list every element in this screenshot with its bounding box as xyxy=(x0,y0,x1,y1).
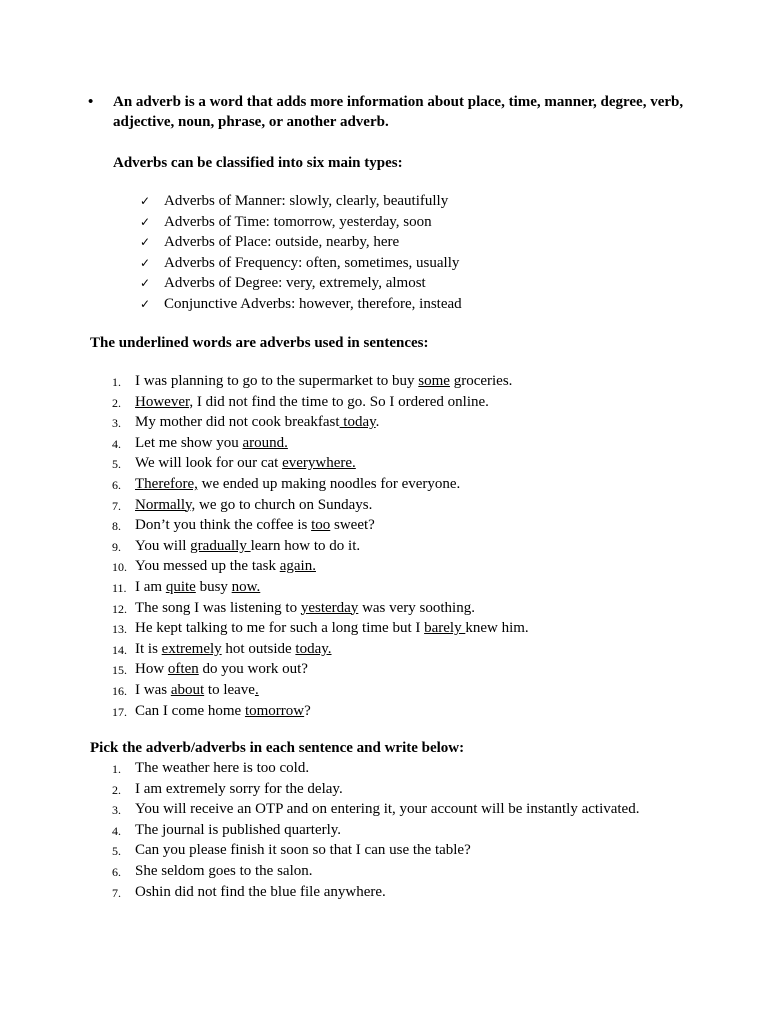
underlined-adverb: However, xyxy=(135,393,194,410)
sentence-text: Oshin did not find the blue file anywhere. xyxy=(135,883,386,900)
underlined-adverb: too xyxy=(311,517,331,534)
list-item xyxy=(140,294,462,315)
bullet-icon: • xyxy=(88,94,94,110)
sentence-text: Can I come home xyxy=(135,702,245,719)
sentence-text: The journal is published quarterly. xyxy=(135,821,342,838)
item-number: 5. xyxy=(112,844,121,859)
example-sentence xyxy=(90,412,529,433)
sentence-text: The weather here is too cold. xyxy=(135,760,310,776)
checkmark-icon: ✓ xyxy=(140,235,151,250)
sentence-text: Can you please finish it soon so that I can use the table? xyxy=(135,842,471,859)
examples-list xyxy=(90,371,529,721)
sentence-text: Let me show you xyxy=(135,434,243,451)
item-number: 1. xyxy=(112,762,121,776)
item-number: 10. xyxy=(112,560,127,575)
item-number: 15. xyxy=(112,663,127,678)
sentence-text: My mother did not cook breakfast xyxy=(135,414,340,431)
checkmark-icon: ✓ xyxy=(140,296,151,311)
item-number: 6. xyxy=(112,864,121,879)
item-number: 13. xyxy=(112,622,127,637)
example-sentence xyxy=(90,371,529,392)
item-number: 3. xyxy=(112,416,121,431)
exercise-sentence xyxy=(90,799,639,820)
checkmark-icon: ✓ xyxy=(140,255,151,270)
underlined-adverb: now. xyxy=(231,578,261,595)
underlined-adverb: some xyxy=(418,373,450,389)
sentence-text: You will receive an OTP and on entering it, your account will be instantly activated. xyxy=(135,801,640,818)
type-text: Adverbs of Frequency: often, sometimes, usually xyxy=(164,254,460,271)
type-text: Adverbs of Degree: very, extremely, almost xyxy=(164,275,426,292)
sentence-text: . xyxy=(375,414,380,431)
sentence-text: I was planning to go to the supermarket to buy xyxy=(135,373,419,389)
list-item xyxy=(140,253,462,274)
checkmark-icon: ✓ xyxy=(140,276,151,291)
exercise-sentence xyxy=(90,882,639,903)
underlined-adverb: around. xyxy=(242,434,288,451)
sentence-text: we ended up making noodles for everyone. xyxy=(197,475,461,492)
sentence-text: How xyxy=(135,661,168,678)
example-sentence xyxy=(90,392,529,413)
example-sentence xyxy=(90,536,529,557)
item-number: 4. xyxy=(112,436,121,451)
underlined-adverb: about xyxy=(170,681,205,698)
sentence-text: You will xyxy=(135,537,191,554)
item-number: 16. xyxy=(112,683,127,698)
item-number: 17. xyxy=(112,704,127,719)
sentence-text: do you work out? xyxy=(198,661,308,678)
list-item xyxy=(140,273,462,294)
example-sentence xyxy=(90,598,529,619)
example-sentence xyxy=(90,639,529,660)
item-number: 9. xyxy=(112,539,121,554)
adverb-types-list xyxy=(140,191,462,315)
underlined-adverb: extremely xyxy=(161,640,222,657)
sentence-text: It is xyxy=(135,640,162,657)
type-text: Adverbs of Place: outside, nearby, here xyxy=(164,234,400,251)
list-item xyxy=(140,232,462,253)
sentence-text: He kept talking to me for such a long time but I xyxy=(135,620,425,637)
exercise-sentence xyxy=(90,758,639,779)
sentence-text: I am xyxy=(135,578,166,595)
example-sentence xyxy=(90,659,529,680)
item-number: 11. xyxy=(112,580,127,595)
examples-heading: The underlined words are adverbs used in sentences: xyxy=(90,335,429,351)
type-text: Adverbs of Time: tomorrow, yesterday, soon xyxy=(164,213,432,230)
sentence-text: learn how to do it. xyxy=(250,537,361,554)
sentence-text: groceries. xyxy=(449,373,513,389)
item-number: 12. xyxy=(112,601,127,616)
item-number: 2. xyxy=(112,782,121,797)
sentence-text: hot outside xyxy=(221,640,296,657)
underlined-adverb: today xyxy=(339,414,376,431)
item-number: 3. xyxy=(112,803,121,818)
list-item xyxy=(140,212,462,233)
item-number: 8. xyxy=(112,519,121,534)
underlined-adverb: everywhere. xyxy=(282,455,356,472)
sentence-text: sweet? xyxy=(330,517,375,534)
underlined-adverb: Normally, xyxy=(135,496,196,513)
sentence-text: Don’t you think the coffee is xyxy=(135,517,312,534)
sentence-text: I am extremely sorry for the delay. xyxy=(135,780,343,797)
sentence-text: busy xyxy=(195,578,232,595)
item-number: 7. xyxy=(112,885,121,900)
sentence-text: I was xyxy=(135,681,171,698)
list-item xyxy=(140,191,462,212)
item-number: 1. xyxy=(112,375,121,389)
underlined-adverb: gradually xyxy=(190,537,251,554)
example-sentence xyxy=(90,618,529,639)
underlined-adverb: again. xyxy=(279,558,316,575)
adverb-definition: An adverb is a word that adds more information about place, time, manner, degree, verb, adjective, noun, phrase, or another adverb. xyxy=(113,94,684,130)
type-text: Conjunctive Adverbs: however, therefore, instead xyxy=(164,295,462,312)
item-number: 5. xyxy=(112,457,121,472)
underlined-adverb: often xyxy=(167,661,199,678)
sentence-text: to leave xyxy=(204,681,255,698)
example-sentence xyxy=(90,515,529,536)
sentence-text: was very soothing. xyxy=(358,599,475,616)
types-heading: Adverbs can be classified into six main types: xyxy=(113,155,403,171)
exercise-sentence xyxy=(90,861,639,882)
example-sentence xyxy=(90,474,529,495)
underlined-adverb: barely xyxy=(424,620,466,637)
example-sentence xyxy=(90,680,529,701)
exercise-list xyxy=(90,758,639,902)
item-number: 6. xyxy=(112,477,121,492)
sentence-text: ? xyxy=(304,702,311,719)
sentence-text: We will look for our cat xyxy=(135,455,283,472)
exercise-sentence xyxy=(90,779,639,800)
underlined-adverb: yesterday xyxy=(300,599,359,616)
checkmark-icon: ✓ xyxy=(140,194,151,208)
example-sentence xyxy=(90,433,529,454)
sentence-text: knew him. xyxy=(465,620,529,637)
sentence-text: You messed up the task xyxy=(135,558,280,575)
example-sentence xyxy=(90,453,529,474)
example-sentence xyxy=(90,701,529,722)
example-sentence xyxy=(90,556,529,577)
exercise-sentence xyxy=(90,840,639,861)
item-number: 7. xyxy=(112,498,121,513)
item-number: 4. xyxy=(112,823,121,838)
exercise-sentence xyxy=(90,820,639,841)
sentence-text: The song I was listening to xyxy=(135,599,301,616)
item-number: 2. xyxy=(112,395,121,410)
exercise-heading: Pick the adverb/adverbs in each sentence and write below: xyxy=(90,740,465,756)
underlined-adverb: tomorrow xyxy=(244,702,305,719)
underlined-adverb: Therefore, xyxy=(135,475,198,492)
underlined-adverb: . xyxy=(254,681,259,698)
example-sentence xyxy=(90,577,529,598)
underlined-adverb: today. xyxy=(295,640,332,657)
underlined-adverb: quite xyxy=(165,578,196,595)
example-sentence xyxy=(90,495,529,516)
checkmark-icon: ✓ xyxy=(140,214,151,229)
sentence-text: I did not find the time to go. So I ordered online. xyxy=(193,393,489,410)
sentence-text: She seldom goes to the salon. xyxy=(135,862,313,879)
sentence-text: we go to church on Sundays. xyxy=(195,496,373,513)
item-number: 14. xyxy=(112,642,127,657)
type-text: Adverbs of Manner: slowly, clearly, beautifully xyxy=(164,193,449,209)
